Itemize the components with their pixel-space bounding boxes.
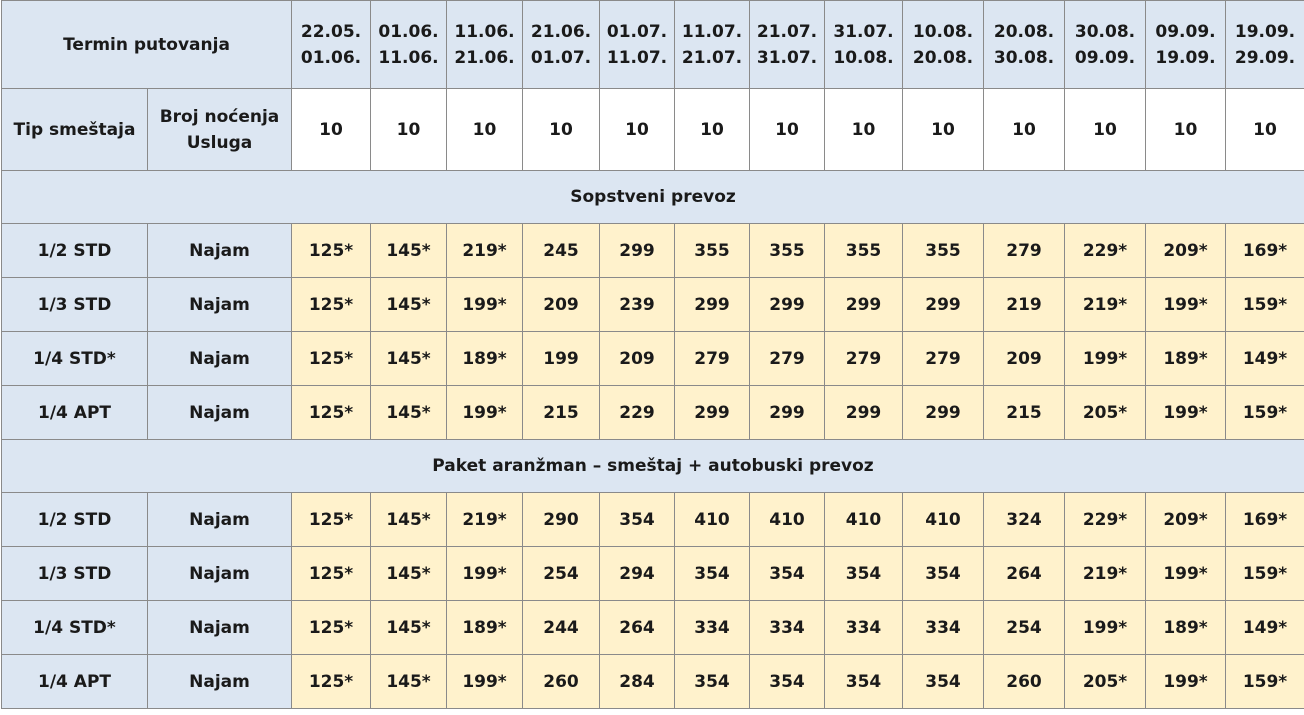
price-cell: 159* bbox=[1226, 547, 1304, 601]
price-cell: 229 bbox=[600, 386, 675, 440]
price-cell: 125* bbox=[292, 493, 371, 547]
section-title: Paket aranžman – smeštaj + autobuski prevoz bbox=[2, 440, 1304, 493]
broj-line2: Usluga bbox=[186, 132, 253, 153]
service-cell: Najam bbox=[148, 601, 292, 655]
price-cell: 279 bbox=[984, 224, 1065, 278]
table-row bbox=[2, 386, 1304, 440]
section-row bbox=[2, 171, 1304, 224]
period-header bbox=[903, 1, 984, 89]
period-to: 20.08. bbox=[912, 47, 974, 68]
price-cell: 279 bbox=[675, 332, 750, 386]
price-cell: 199* bbox=[1065, 332, 1146, 386]
broj-line1: Broj noćenja bbox=[159, 106, 280, 127]
termin-label: Termin putovanja bbox=[2, 1, 292, 89]
price-cell: 299 bbox=[675, 278, 750, 332]
table-row bbox=[2, 547, 1304, 601]
period-header bbox=[600, 1, 675, 89]
price-cell: 199* bbox=[1146, 655, 1226, 709]
service-cell: Najam bbox=[148, 332, 292, 386]
price-cell: 199* bbox=[1146, 547, 1226, 601]
period-header bbox=[292, 1, 371, 89]
nights-cell: 10 bbox=[1065, 89, 1146, 171]
price-table bbox=[1, 0, 1304, 709]
price-cell: 209 bbox=[984, 332, 1065, 386]
period-header bbox=[1146, 1, 1226, 89]
price-cell: 189* bbox=[1146, 601, 1226, 655]
price-cell: 205* bbox=[1065, 655, 1146, 709]
price-cell: 125* bbox=[292, 224, 371, 278]
price-cell: 410 bbox=[750, 493, 825, 547]
service-cell: Najam bbox=[148, 547, 292, 601]
price-cell: 125* bbox=[292, 332, 371, 386]
price-cell: 299 bbox=[600, 224, 675, 278]
tip-label: Tip smeštaja bbox=[2, 89, 148, 171]
section-title: Sopstveni prevoz bbox=[2, 171, 1304, 224]
nights-cell: 10 bbox=[675, 89, 750, 171]
service-cell: Najam bbox=[148, 493, 292, 547]
period-to: 29.09. bbox=[1234, 47, 1296, 68]
price-cell: 355 bbox=[903, 224, 984, 278]
room-type-cell: 1/4 STD* bbox=[2, 332, 148, 386]
section-row bbox=[2, 440, 1304, 493]
price-cell: 145* bbox=[371, 547, 447, 601]
price-cell: 159* bbox=[1226, 386, 1304, 440]
nights-cell: 10 bbox=[984, 89, 1065, 171]
room-type-cell: 1/4 STD* bbox=[2, 601, 148, 655]
price-cell: 159* bbox=[1226, 278, 1304, 332]
price-cell: 354 bbox=[825, 655, 903, 709]
price-cell: 245 bbox=[523, 224, 600, 278]
price-cell: 145* bbox=[371, 655, 447, 709]
table-row bbox=[2, 332, 1304, 386]
period-from: 22.05. bbox=[300, 21, 362, 42]
table-row bbox=[2, 224, 1304, 278]
price-cell: 279 bbox=[825, 332, 903, 386]
period-from: 31.07. bbox=[833, 21, 894, 42]
period-to: 31.07. bbox=[756, 47, 818, 68]
price-cell: 145* bbox=[371, 601, 447, 655]
price-cell: 125* bbox=[292, 601, 371, 655]
price-cell: 189* bbox=[1146, 332, 1226, 386]
period-to: 19.09. bbox=[1155, 47, 1216, 68]
period-to: 11.07. bbox=[606, 47, 668, 68]
price-cell: 355 bbox=[750, 224, 825, 278]
price-cell: 199* bbox=[447, 655, 523, 709]
price-cell: 229* bbox=[1065, 493, 1146, 547]
price-cell: 125* bbox=[292, 278, 371, 332]
period-from: 10.08. bbox=[912, 21, 974, 42]
price-cell: 199* bbox=[447, 386, 523, 440]
price-cell: 219* bbox=[1065, 547, 1146, 601]
price-cell: 209 bbox=[523, 278, 600, 332]
price-cell: 279 bbox=[903, 332, 984, 386]
service-cell: Najam bbox=[148, 386, 292, 440]
table-row bbox=[2, 493, 1304, 547]
price-cell: 260 bbox=[984, 655, 1065, 709]
price-cell: 299 bbox=[903, 278, 984, 332]
price-cell: 209* bbox=[1146, 224, 1226, 278]
price-cell: 149* bbox=[1226, 601, 1304, 655]
price-cell: 334 bbox=[675, 601, 750, 655]
price-cell: 239 bbox=[600, 278, 675, 332]
price-cell: 355 bbox=[675, 224, 750, 278]
header-row-dates bbox=[2, 1, 1304, 89]
price-cell: 410 bbox=[903, 493, 984, 547]
period-from: 30.08. bbox=[1074, 21, 1136, 42]
period-to: 09.09. bbox=[1074, 47, 1136, 68]
period-from: 09.09. bbox=[1155, 21, 1216, 42]
period-header bbox=[523, 1, 600, 89]
period-from: 21.07. bbox=[756, 21, 818, 42]
price-cell: 354 bbox=[750, 547, 825, 601]
price-cell: 145* bbox=[371, 278, 447, 332]
price-cell: 334 bbox=[825, 601, 903, 655]
price-cell: 294 bbox=[600, 547, 675, 601]
period-to: 21.06. bbox=[454, 47, 515, 68]
header-row-nights bbox=[2, 89, 1304, 171]
nights-cell: 10 bbox=[825, 89, 903, 171]
price-cell: 219* bbox=[447, 493, 523, 547]
price-cell: 205* bbox=[1065, 386, 1146, 440]
period-to: 21.07. bbox=[681, 47, 743, 68]
period-to: 11.06. bbox=[378, 47, 439, 68]
price-cell: 354 bbox=[903, 655, 984, 709]
price-cell: 145* bbox=[371, 493, 447, 547]
price-cell: 209* bbox=[1146, 493, 1226, 547]
price-cell: 299 bbox=[903, 386, 984, 440]
price-cell: 354 bbox=[600, 493, 675, 547]
price-cell: 215 bbox=[523, 386, 600, 440]
price-cell: 354 bbox=[903, 547, 984, 601]
period-to: 10.08. bbox=[833, 47, 894, 68]
price-cell: 334 bbox=[903, 601, 984, 655]
price-cell: 284 bbox=[600, 655, 675, 709]
price-cell: 410 bbox=[825, 493, 903, 547]
price-cell: 299 bbox=[825, 278, 903, 332]
period-header bbox=[1065, 1, 1146, 89]
service-cell: Najam bbox=[148, 224, 292, 278]
price-cell: 264 bbox=[984, 547, 1065, 601]
price-cell: 125* bbox=[292, 547, 371, 601]
price-cell: 219* bbox=[447, 224, 523, 278]
nights-cell: 10 bbox=[600, 89, 675, 171]
price-cell: 169* bbox=[1226, 493, 1304, 547]
period-to: 30.08. bbox=[993, 47, 1055, 68]
service-cell: Najam bbox=[148, 655, 292, 709]
period-header bbox=[825, 1, 903, 89]
price-cell: 354 bbox=[675, 547, 750, 601]
price-cell: 189* bbox=[447, 332, 523, 386]
price-cell: 334 bbox=[750, 601, 825, 655]
price-cell: 354 bbox=[750, 655, 825, 709]
table-row bbox=[2, 655, 1304, 709]
price-cell: 169* bbox=[1226, 224, 1304, 278]
price-cell: 219 bbox=[984, 278, 1065, 332]
broj-label bbox=[148, 89, 292, 171]
price-cell: 290 bbox=[523, 493, 600, 547]
room-type-cell: 1/3 STD bbox=[2, 278, 148, 332]
price-cell: 260 bbox=[523, 655, 600, 709]
period-from: 19.09. bbox=[1234, 21, 1296, 42]
period-header bbox=[371, 1, 447, 89]
service-cell: Najam bbox=[148, 278, 292, 332]
period-header bbox=[750, 1, 825, 89]
price-cell: 145* bbox=[371, 332, 447, 386]
price-cell: 149* bbox=[1226, 332, 1304, 386]
price-cell: 215 bbox=[984, 386, 1065, 440]
room-type-cell: 1/2 STD bbox=[2, 224, 148, 278]
nights-cell: 10 bbox=[1226, 89, 1304, 171]
price-cell: 199* bbox=[447, 278, 523, 332]
period-from: 01.06. bbox=[378, 21, 439, 42]
period-from: 11.06. bbox=[454, 21, 515, 42]
price-cell: 254 bbox=[523, 547, 600, 601]
room-type-cell: 1/4 APT bbox=[2, 386, 148, 440]
price-cell: 145* bbox=[371, 386, 447, 440]
price-cell: 324 bbox=[984, 493, 1065, 547]
period-header bbox=[1226, 1, 1304, 89]
period-header bbox=[675, 1, 750, 89]
period-from: 01.07. bbox=[606, 21, 668, 42]
room-type-cell: 1/2 STD bbox=[2, 493, 148, 547]
price-cell: 125* bbox=[292, 655, 371, 709]
room-type-cell: 1/4 APT bbox=[2, 655, 148, 709]
price-cell: 125* bbox=[292, 386, 371, 440]
price-cell: 199* bbox=[1146, 278, 1226, 332]
price-cell: 299 bbox=[825, 386, 903, 440]
period-header bbox=[984, 1, 1065, 89]
price-cell: 299 bbox=[750, 278, 825, 332]
nights-cell: 10 bbox=[447, 89, 523, 171]
price-cell: 199* bbox=[1146, 386, 1226, 440]
price-cell: 264 bbox=[600, 601, 675, 655]
price-cell: 355 bbox=[825, 224, 903, 278]
price-cell: 199 bbox=[523, 332, 600, 386]
nights-cell: 10 bbox=[371, 89, 447, 171]
price-cell: 229* bbox=[1065, 224, 1146, 278]
nights-cell: 10 bbox=[1146, 89, 1226, 171]
price-cell: 354 bbox=[825, 547, 903, 601]
table-row bbox=[2, 601, 1304, 655]
table-row bbox=[2, 278, 1304, 332]
nights-cell: 10 bbox=[523, 89, 600, 171]
period-from: 21.06. bbox=[530, 21, 592, 42]
price-cell: 299 bbox=[750, 386, 825, 440]
period-from: 11.07. bbox=[681, 21, 743, 42]
price-cell: 410 bbox=[675, 493, 750, 547]
price-cell: 199* bbox=[1065, 601, 1146, 655]
price-cell: 354 bbox=[675, 655, 750, 709]
price-cell: 244 bbox=[523, 601, 600, 655]
price-cell: 254 bbox=[984, 601, 1065, 655]
price-cell: 159* bbox=[1226, 655, 1304, 709]
room-type-cell: 1/3 STD bbox=[2, 547, 148, 601]
period-to: 01.07. bbox=[530, 47, 592, 68]
price-cell: 145* bbox=[371, 224, 447, 278]
price-cell: 219* bbox=[1065, 278, 1146, 332]
period-from: 20.08. bbox=[993, 21, 1055, 42]
nights-cell: 10 bbox=[750, 89, 825, 171]
period-to: 01.06. bbox=[300, 47, 362, 68]
price-cell: 299 bbox=[675, 386, 750, 440]
price-cell: 279 bbox=[750, 332, 825, 386]
price-cell: 209 bbox=[600, 332, 675, 386]
nights-cell: 10 bbox=[903, 89, 984, 171]
nights-cell: 10 bbox=[292, 89, 371, 171]
price-cell: 199* bbox=[447, 547, 523, 601]
period-header bbox=[447, 1, 523, 89]
price-cell: 189* bbox=[447, 601, 523, 655]
